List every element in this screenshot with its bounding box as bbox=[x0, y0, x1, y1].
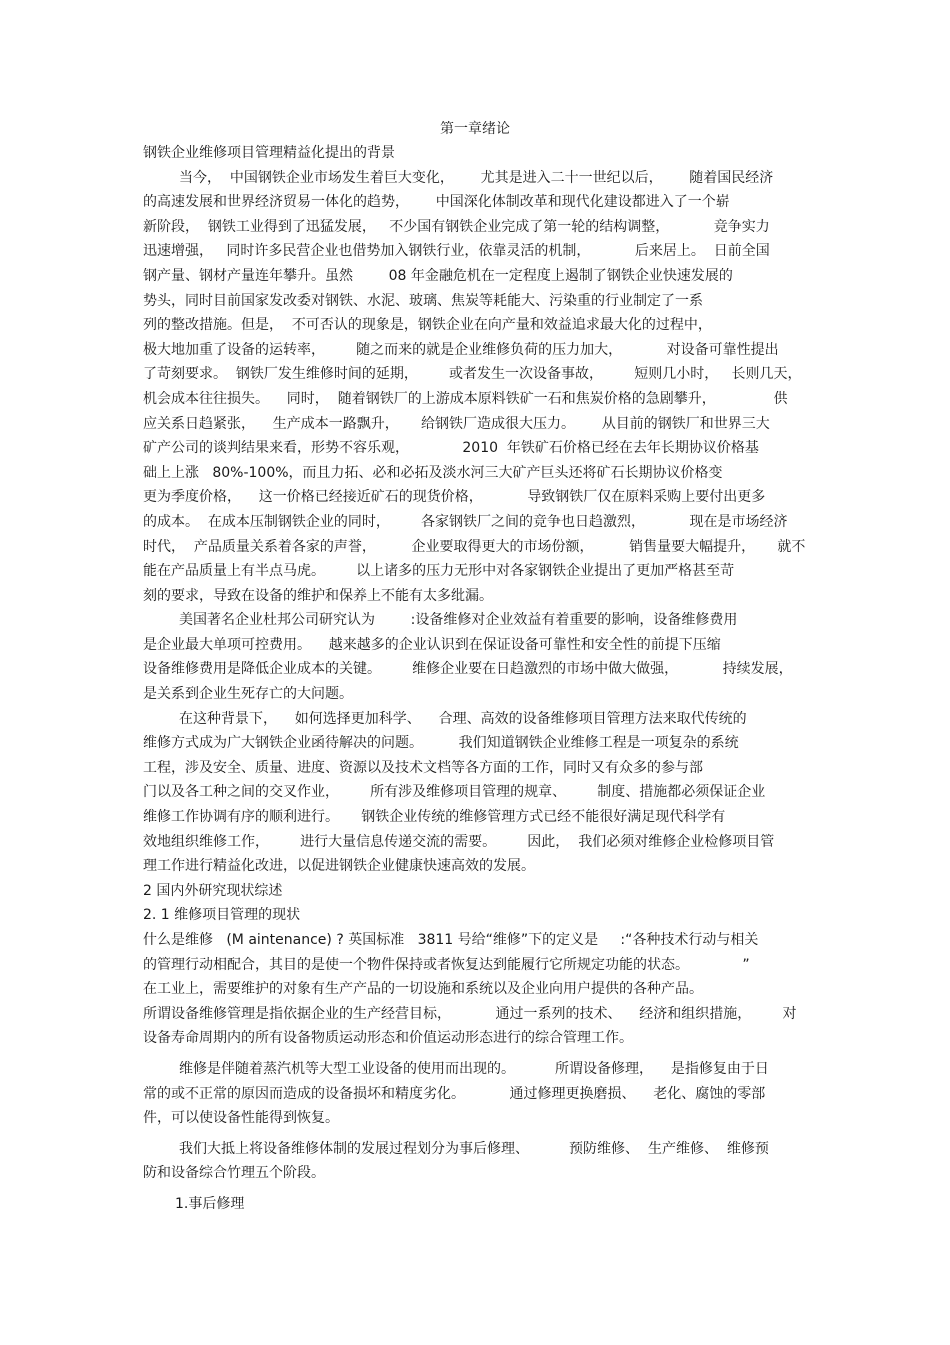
text-line: 维修工作协调有序的顺利进行。 钢铁企业传统的维修管理方式已经不能很好满足现代科学有 bbox=[143, 809, 726, 826]
text-line: 是企业最大单项可控费用。 越来越多的企业认识到在保证设备可靠性和安全性的前提下压缩 bbox=[143, 636, 721, 653]
paragraph-method bbox=[143, 707, 813, 879]
text-line: 钢产量、钢材产量连年攀升。虽然 08 年金融危机在一定程度上遏制了钢铁企业快速发展的 bbox=[143, 267, 733, 284]
text-line: 设备维修费用是降低企业成本的关键。 维修企业要在日趋激烈的市场中做大做强， 持续发展， bbox=[143, 661, 793, 678]
document-body bbox=[143, 141, 813, 1217]
text-line: 能在产品质量上有半点马虎。 以上诸多的压力无形中对各家钢铁企业提出了更加严格甚至苛 bbox=[143, 563, 735, 580]
paragraph-stages bbox=[143, 1137, 813, 1186]
text-line: 列的整改措施。但是， 不可否认的现象是，钢铁企业在向产量和效益追求最大化的过程中， bbox=[143, 317, 712, 334]
paragraph-dupont bbox=[143, 608, 813, 706]
text-line: 防和设备综合竹理五个阶段。 bbox=[143, 1165, 325, 1182]
text-line: 新阶段， 钢铁工业得到了迅猛发展， 不少国有钢铁企业完成了第一轮的结构调整， 竞争实力 bbox=[143, 218, 770, 235]
section-heading-current: 2. 1 维修项目管理的现状 bbox=[143, 907, 301, 924]
text-line: 什么是维修 (M aintenance) ? 英国标准 3811 号给“维修”下的定义是 :“各种技术行动与相关 bbox=[143, 932, 759, 948]
text-line: 刻的要求，导致在设备的维护和保养上不能有太多纰漏。 bbox=[143, 587, 493, 604]
text-line: 势头，同时目前国家发改委对钢铁、水泥、玻璃、焦炭等耗能大、污染重的行业制定了一系 bbox=[143, 292, 703, 309]
text-line: 工程，涉及安全、质量、进度、资源以及技术文档等各方面的工作，同时又有众多的参与部 bbox=[143, 759, 703, 776]
text-line: 应关系日趋紧张， 生产成本一路飘升， 给钢铁厂造成很大压力。 从目前的钢铁厂和世界三大 bbox=[143, 415, 770, 432]
text-line: 的高速发展和世界经济贸易一体化的趋势， 中国深化体制改革和现代化建设都进入了一个崭 bbox=[143, 194, 730, 211]
section-heading-background: 钢铁企业维修项目管理精益化提出的背景 bbox=[143, 145, 395, 161]
text-line: 美国著名企业杜邦公司研究认为 :设备维修对企业效益有着重要的影响，设备维修费用 bbox=[179, 612, 738, 629]
text-line: 所谓设备维修管理是指依据企业的生产经营目标， 通过一系列的技术、 经济和组织措施， 对 bbox=[143, 1005, 797, 1022]
text-line: 设备寿命周期内的所有设备物质运动形态和价值运动形态进行的综合管理工作。 bbox=[143, 1030, 633, 1047]
text-line: 在这种背景下， 如何选择更加科学、 合理、高效的设备维修项目管理方法来取代传统的 bbox=[179, 710, 747, 727]
text-line: 常的或不正常的原因而造成的设备损坏和精度劣化。 通过修理更换磨损、 老化、腐蚀的零部 bbox=[143, 1085, 766, 1102]
text-line: 维修方式成为广大钢铁企业函待解决的问题。 我们知道钢铁企业维修工程是一项复杂的系统 bbox=[143, 735, 739, 752]
text-line: 的成本。 在成本压制钢铁企业的同时， 各家钢铁厂之间的竞争也日趋激烈， 现在是市场经济 bbox=[143, 513, 788, 530]
text-line: 迅速增强， 同时许多民营企业也借势加入钢铁行业，依靠灵活的机制， 后来居上。 日前全国 bbox=[143, 243, 770, 260]
text-line: 件，可以使设备性能得到恢复。 bbox=[143, 1110, 339, 1127]
paragraph-repair bbox=[143, 1057, 813, 1131]
text-line: 我们大抵上将设备维修体制的发展过程划分为事后修理、 预防维修、 生产维修、 维修预 bbox=[179, 1140, 769, 1157]
text-line: 门以及各工种之间的交叉作业， 所有涉及维修项目管理的规章、 制度、措施都必须保证企业 bbox=[143, 784, 766, 801]
text-line: 维修是伴随着蒸汽机等大型工业设备的使用而出现的。 所谓设备修理， 是指修复由于日 bbox=[179, 1060, 769, 1077]
text-line: 了苛刻要求。 钢铁厂发生维修时间的延期， 或者发生一次设备事故， 短则几小时， 长则几天， bbox=[143, 366, 802, 383]
paragraph-definition bbox=[143, 928, 813, 1051]
text-line: 是关系到企业生死存亡的大问题。 bbox=[143, 686, 353, 703]
text-line: 矿产公司的谈判结果来看，形势不容乐观， 2010 年铁矿石价格已经在去年长期协议价格基 bbox=[143, 440, 759, 457]
text-line: 理工作进行精益化改进，以促进钢铁企业健康快速高效的发展。 bbox=[143, 858, 535, 875]
list-item-post-repair: 1.事后修理 bbox=[175, 1195, 245, 1212]
text-line: 时代， 产品质量关系着各家的声誉， 企业要取得更大的市场份额， 销售量要大幅提升， 就不 bbox=[143, 538, 806, 555]
text-line: 极大地加重了设备的运转率， 随之而来的就是企业维修负荷的压力加大， 对设备可靠性提出 bbox=[143, 341, 779, 358]
chapter-title: 第一章绪论 bbox=[440, 121, 510, 137]
text-line: 础上上涨 80%-100%，而且力拓、必和必拓及淡水河三大矿产巨头还将矿石长期协议价格变 bbox=[143, 464, 723, 481]
text-line: 当今， 中国钢铁企业市场发生着巨大变化， 尤其是进入二十一世纪以后， 随着国民经济 bbox=[179, 169, 774, 186]
text-line: 机会成本往往损失。 同时， 随着钢铁厂的上游成本原料铁矿一石和焦炭价格的急剧攀升， 供 bbox=[143, 390, 788, 407]
paragraph-background bbox=[143, 166, 813, 609]
text-line: 的管理行动相配合，其目的是使一个物件保持或者恢复达到能履行它所规定功能的状态。 ” bbox=[143, 956, 750, 973]
text-line: 效地组织维修工作， 进行大量信息传递交流的需要。 因此， 我们必须对维修企业检修项目管 bbox=[143, 833, 775, 850]
section-heading-domestic: 2 国内外研究现状综述 bbox=[143, 882, 283, 899]
text-line: 在工业上，需要维护的对象有生产产品的一切设施和系统以及企业向用户提供的各种产品。 bbox=[143, 981, 703, 998]
text-line: 更为季度价格， 这一价格已经接近矿石的现货价格， 导致钢铁厂仅在原料采购上要付出更多 bbox=[143, 489, 766, 506]
